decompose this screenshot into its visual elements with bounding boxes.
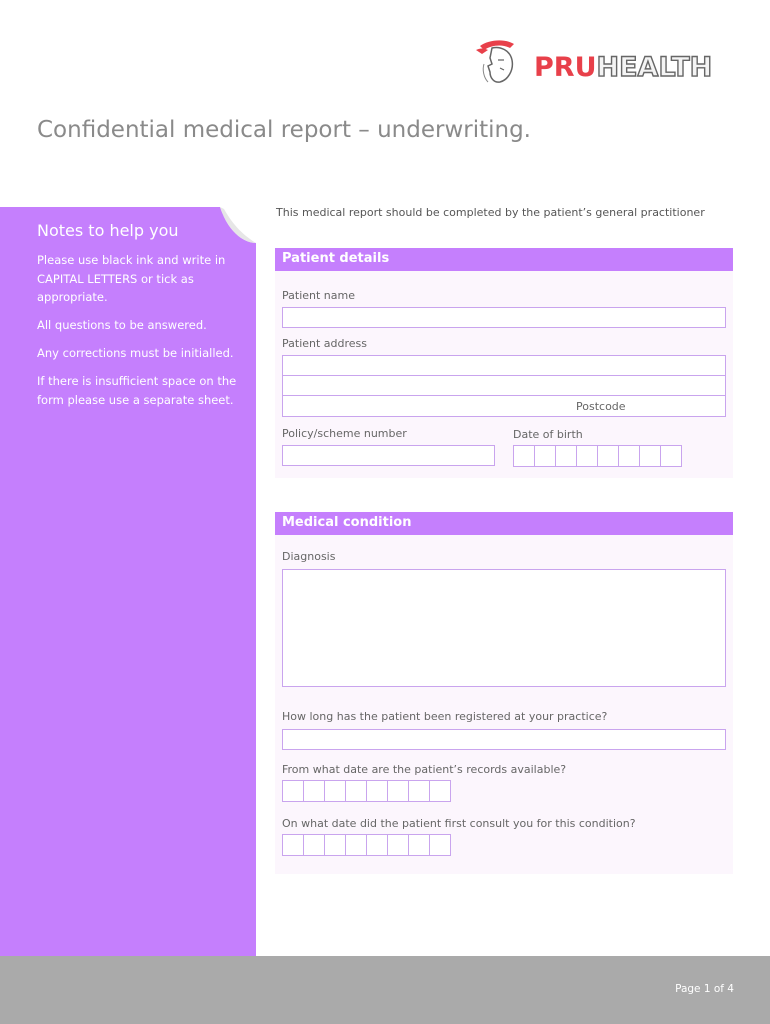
registered-field[interactable]	[282, 729, 726, 750]
first-consult-label: On what date did the patient first consult you for this condition?	[282, 817, 636, 830]
patient-address-line3[interactable]	[282, 395, 726, 417]
policy-number-field[interactable]	[282, 445, 495, 466]
diagnosis-field[interactable]	[282, 569, 726, 687]
date-cell[interactable]	[282, 780, 304, 802]
date-cell[interactable]	[345, 834, 367, 856]
postcode-label: Postcode	[576, 400, 626, 413]
patient-details-heading: Patient details	[275, 248, 733, 271]
date-cell[interactable]	[345, 780, 367, 802]
notes-heading: Notes to help you	[37, 221, 179, 240]
dob-cell[interactable]	[597, 445, 619, 467]
dob-cell[interactable]	[618, 445, 640, 467]
diagnosis-label: Diagnosis	[282, 550, 336, 563]
note-space: If there is insufficient space on the form please use a separate sheet.	[37, 374, 237, 407]
page-footer	[0, 956, 770, 1024]
date-cell[interactable]	[303, 780, 325, 802]
medical-condition-heading: Medical condition	[275, 512, 733, 535]
first-consult-date-boxes[interactable]	[282, 834, 450, 856]
brand-wordmark: PRUHEALTH	[534, 52, 713, 83]
note-ink: Please use black ink and write in CAPITAL LETTERS or tick as appropriate.	[37, 253, 226, 304]
date-cell[interactable]	[366, 834, 388, 856]
dob-cell[interactable]	[555, 445, 577, 467]
records-date-boxes[interactable]	[282, 780, 450, 802]
notes-sidebar	[0, 207, 256, 956]
intro-text: This medical report should be completed by the patient’s general practitioner	[276, 206, 705, 219]
patient-address-label: Patient address	[282, 337, 368, 350]
page-curl-icon	[220, 207, 260, 247]
note-corrections: Any corrections must be initialled.	[37, 346, 234, 360]
date-cell[interactable]	[282, 834, 304, 856]
registered-label: How long has the patient been registered at your practice?	[282, 710, 608, 723]
records-date-label: From what date are the patient’s records available?	[282, 763, 567, 776]
page-number: Page 1 of 4	[675, 983, 734, 995]
note-answer-all: All questions to be answered.	[37, 318, 207, 332]
date-cell[interactable]	[366, 780, 388, 802]
dob-cell[interactable]	[576, 445, 598, 467]
helmeted-head-icon	[474, 36, 534, 88]
date-cell[interactable]	[303, 834, 325, 856]
patient-address-line2[interactable]	[282, 375, 726, 396]
date-cell[interactable]	[408, 834, 430, 856]
dob-cell[interactable]	[660, 445, 682, 467]
policy-number-label: Policy/scheme number	[282, 427, 407, 440]
date-cell[interactable]	[324, 780, 346, 802]
pruhealth-logo	[474, 36, 736, 88]
date-cell[interactable]	[408, 780, 430, 802]
dob-cell[interactable]	[513, 445, 535, 467]
dob-label: Date of birth	[513, 428, 583, 441]
date-cell[interactable]	[429, 780, 451, 802]
patient-name-field[interactable]	[282, 307, 726, 328]
date-cell[interactable]	[429, 834, 451, 856]
patient-name-label: Patient name	[282, 289, 355, 302]
date-cell[interactable]	[387, 780, 409, 802]
dob-cell[interactable]	[534, 445, 556, 467]
patient-address-line1[interactable]	[282, 355, 726, 376]
dob-cell[interactable]	[639, 445, 661, 467]
page-title: Confidential medical report – underwriting.	[37, 117, 531, 143]
date-cell[interactable]	[387, 834, 409, 856]
dob-boxes[interactable]	[513, 445, 681, 467]
date-cell[interactable]	[324, 834, 346, 856]
